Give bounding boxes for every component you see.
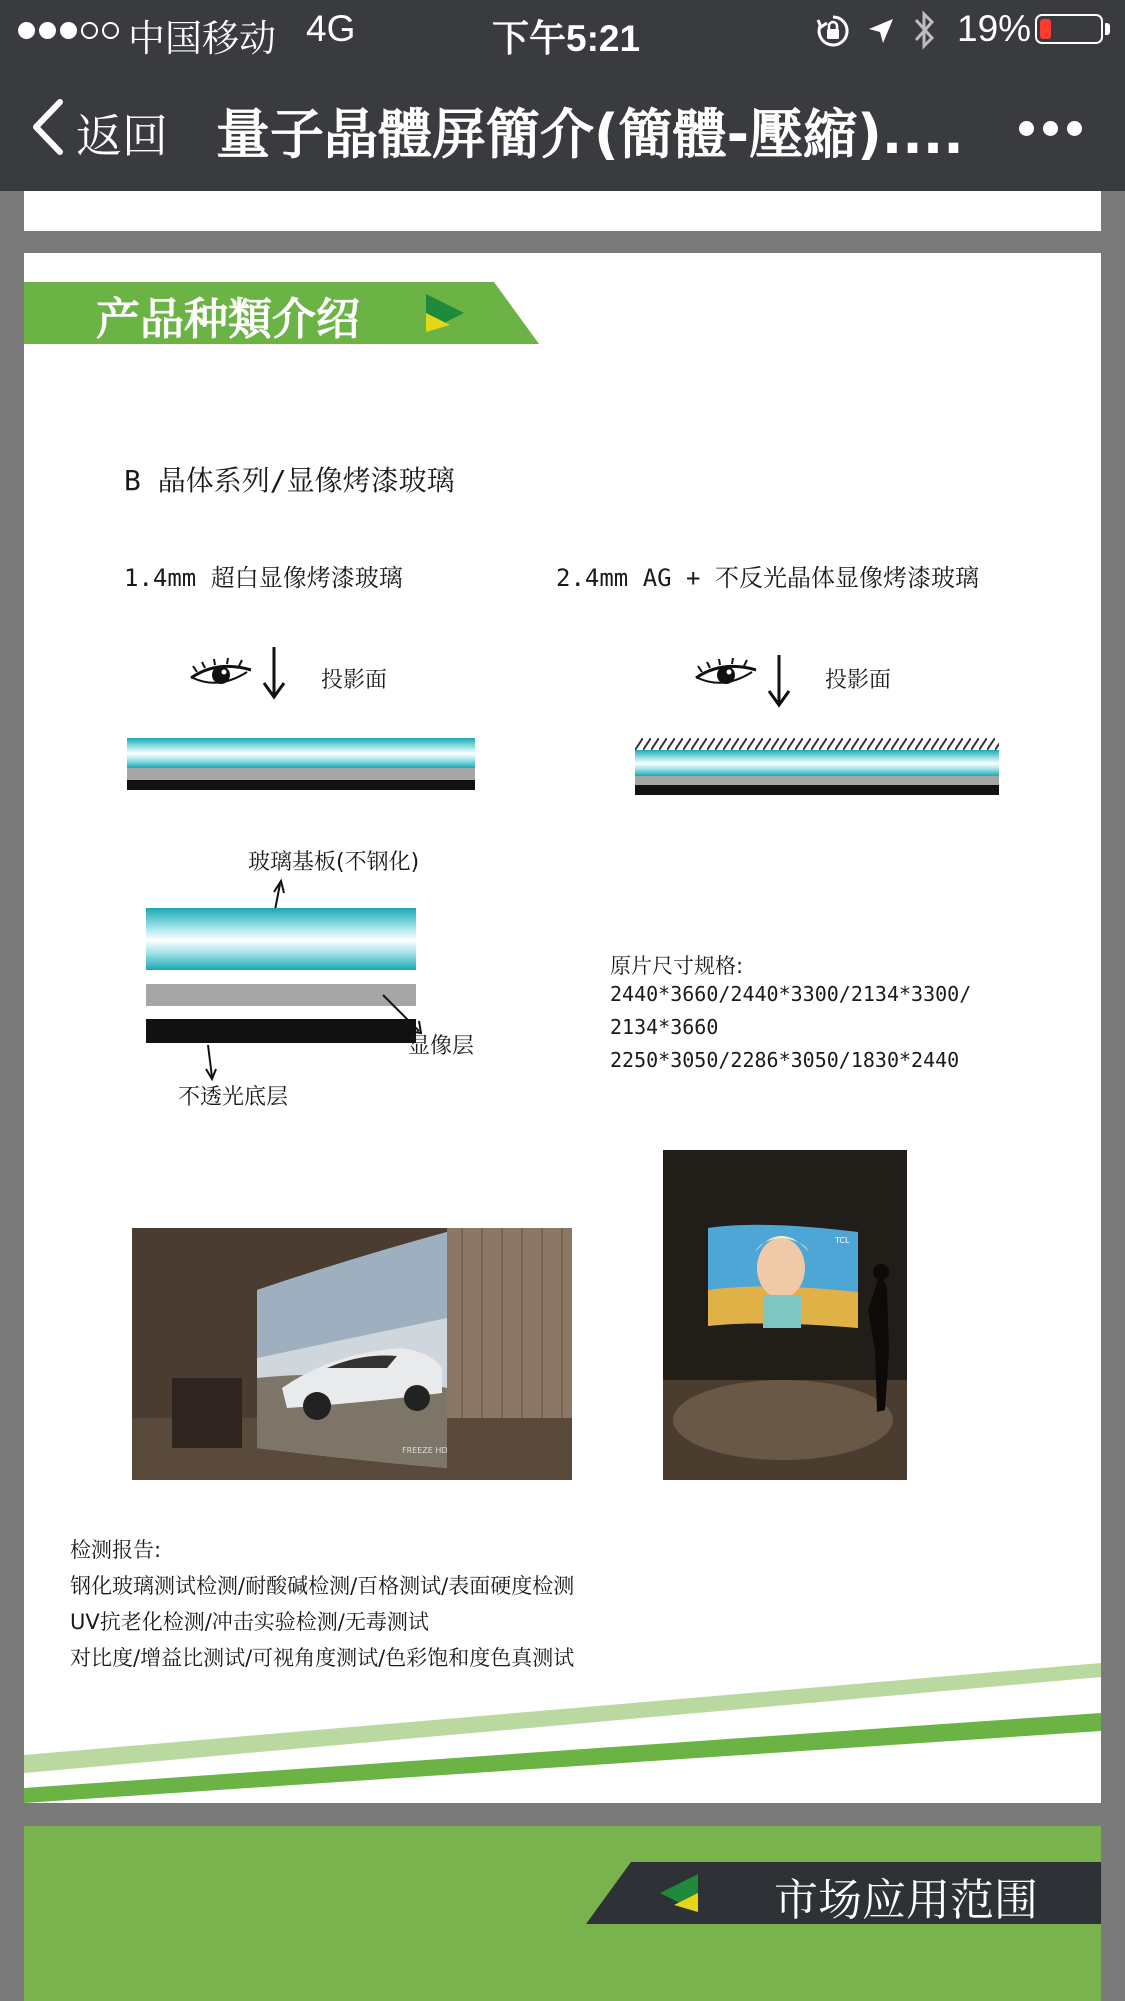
signal-dot-empty — [102, 22, 119, 39]
next-page-card[interactable] — [24, 1826, 1101, 2001]
curved-screen-photo — [132, 1228, 572, 1480]
decorative-stripes — [24, 1603, 1101, 1803]
exploded-glass-layer — [146, 908, 416, 970]
report-line: 钢化玻璃测试检测/耐酸碱检测/百格测试/表面硬度检测 — [70, 1574, 575, 1598]
top-bar — [0, 0, 1125, 191]
curved-screen-scene — [132, 1228, 572, 1480]
back-label: 返回 — [76, 109, 168, 163]
arrow-down-icon — [200, 1043, 224, 1083]
eye-icon — [692, 656, 762, 690]
specs-line: 2440*3660/2440*3300/2134*3300/ — [610, 982, 972, 1006]
dark-room-scene — [663, 1150, 907, 1480]
more-icon-dot — [1019, 121, 1034, 136]
more-icon-dot — [1067, 121, 1082, 136]
product-page[interactable] — [24, 253, 1101, 1803]
location-icon — [866, 16, 896, 46]
signal-dot-full — [39, 22, 56, 39]
display-layer-label: 显像层 — [408, 1034, 475, 1059]
report-line: 对比度/增益比测试/可视角度测试/色彩饱和度色真测试 — [70, 1646, 575, 1670]
report-line: UV抗老化检测/冲击实验检测/无毒测试 — [70, 1610, 429, 1634]
exploded-opaque-layer — [146, 1019, 416, 1043]
nav-bar — [0, 62, 1125, 191]
chevron-left-icon — [30, 98, 64, 156]
more-icon-dot — [1043, 121, 1058, 136]
opaque-layer — [127, 780, 475, 790]
page-title: 量子晶體屏簡介(簡體-壓縮).... — [216, 103, 964, 166]
clock: 下午5:21 — [492, 18, 641, 59]
arrow-down-icon — [765, 653, 793, 709]
right-product-title: 2.4mm AG + 不反光晶体显像烤漆玻璃 — [556, 564, 979, 592]
series-title: B 晶体系列/显像烤漆玻璃 — [124, 464, 455, 497]
section-title: 产品种類介绍 — [96, 294, 360, 345]
battery-percent: 19% — [957, 8, 1032, 49]
specs-heading: 原片尺寸规格: — [610, 954, 744, 978]
carrier-label: 中国移动 — [128, 18, 276, 59]
tv-brand-label: FREEZE HD — [402, 1446, 448, 1455]
tv-brand-label: TCL — [835, 1236, 850, 1245]
next-section-title: 市场应用范围 — [774, 1875, 1038, 1926]
bluetooth-icon — [912, 10, 938, 50]
arrow-down-icon — [260, 645, 288, 701]
more-button[interactable] — [1010, 92, 1110, 162]
battery-nub — [1105, 23, 1110, 35]
left-product-title: 1.4mm 超白显像烤漆玻璃 — [124, 564, 403, 592]
network-label: 4G — [306, 8, 356, 49]
back-button[interactable] — [24, 86, 184, 166]
report-heading: 检测报告: — [70, 1538, 162, 1562]
specs-line: 2134*3660 — [610, 1015, 719, 1039]
battery-icon — [1035, 14, 1103, 44]
glass-layer — [635, 750, 999, 776]
glass-layer-label: 玻璃基板(不钢化) — [248, 850, 420, 875]
display-layer — [127, 768, 475, 780]
display-layer — [635, 776, 999, 785]
opaque-layer-label: 不透光底层 — [178, 1085, 289, 1110]
right-projection-label: 投影面 — [825, 668, 892, 693]
dark-room-photo — [663, 1150, 907, 1480]
opaque-layer — [635, 785, 999, 795]
previous-page-card — [24, 191, 1101, 231]
eye-icon — [187, 656, 257, 690]
left-glass-stack — [127, 738, 475, 793]
signal-dot-full — [18, 22, 35, 39]
right-glass-stack — [635, 738, 999, 796]
orientation-lock-icon — [816, 14, 850, 48]
ag-coating-layer — [635, 738, 999, 750]
battery-level — [1040, 19, 1051, 39]
status-bar — [0, 0, 1125, 62]
left-projection-label: 投影面 — [321, 668, 388, 693]
specs-line: 2250*3050/2286*3050/1830*2440 — [610, 1048, 960, 1072]
glass-layer — [127, 738, 475, 768]
exploded-display-layer — [146, 984, 416, 1006]
signal-dot-empty — [81, 22, 98, 39]
signal-dot-full — [60, 22, 77, 39]
